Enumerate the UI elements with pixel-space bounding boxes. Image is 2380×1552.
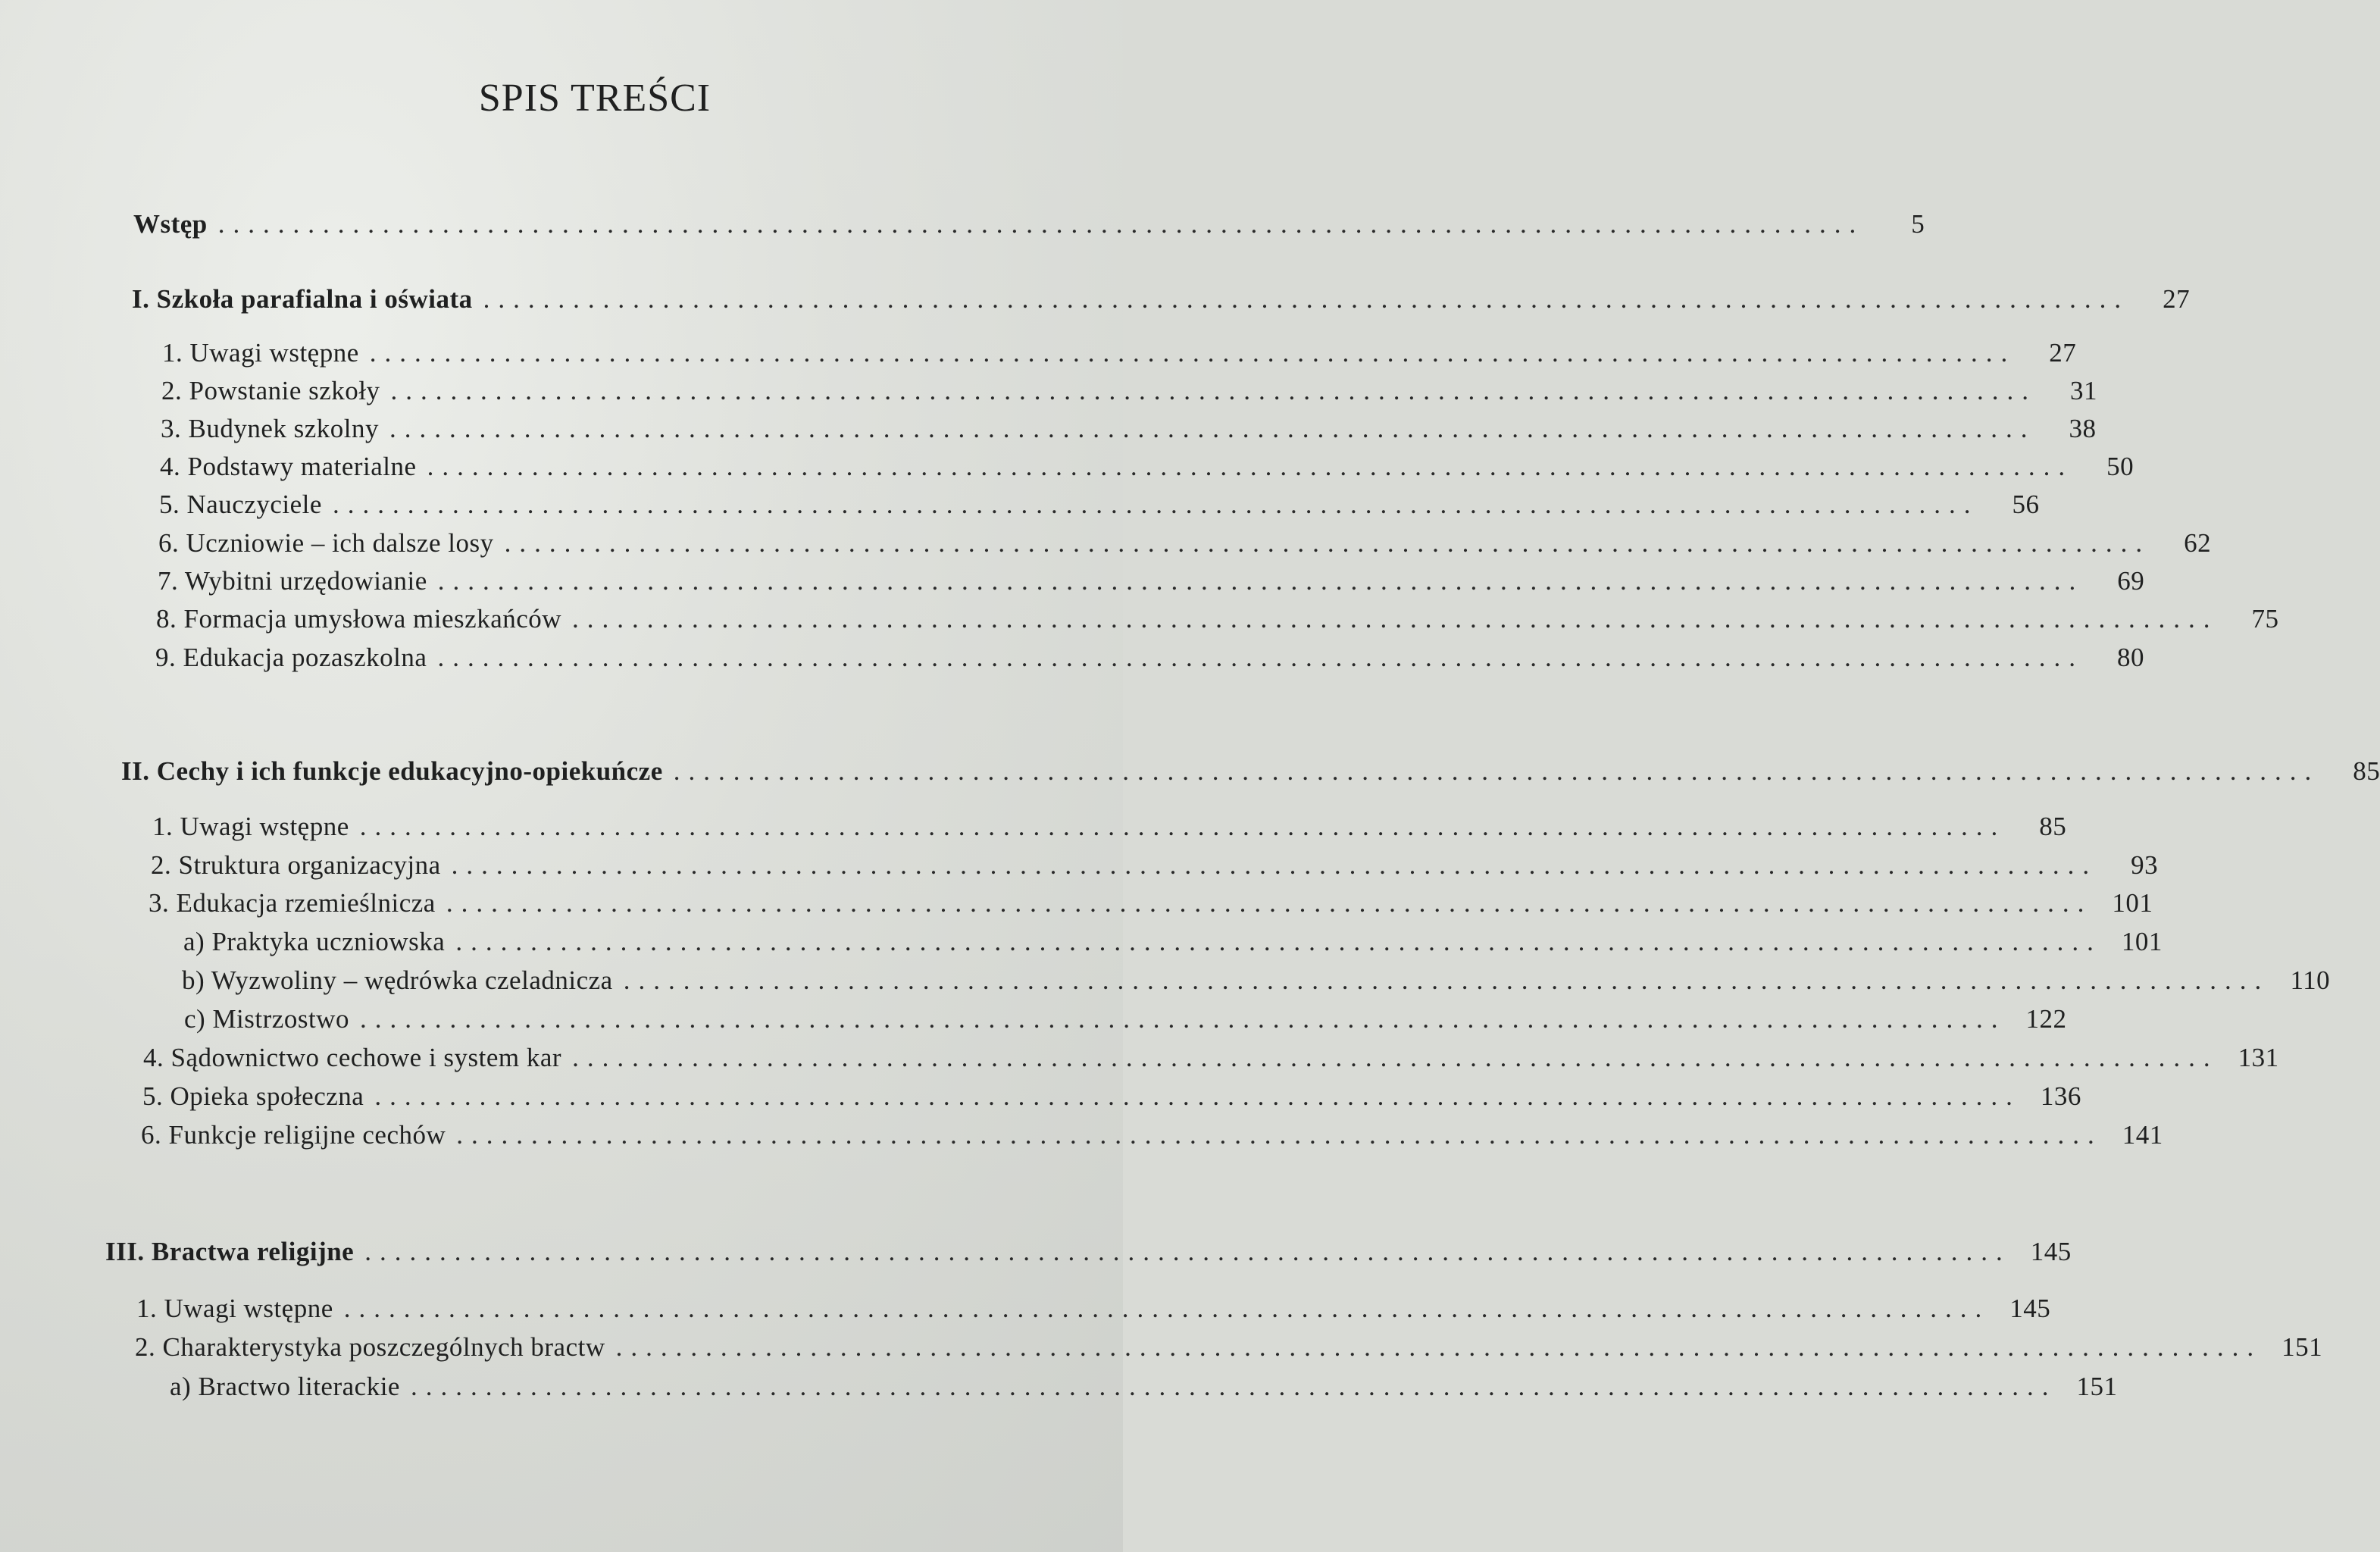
toc-entry-label: II. Cechy i ich funkcje edukacyjno-opiekuńcze bbox=[121, 756, 663, 786]
toc-entry bbox=[162, 338, 2077, 368]
toc-entry-label: I. Szkoła parafialna i oświata bbox=[132, 284, 473, 314]
toc-entry bbox=[161, 376, 2098, 406]
toc-entry-label: c) Mistrzostwo bbox=[184, 1004, 349, 1034]
toc-entry bbox=[143, 1043, 2279, 1073]
leader-dots: .............................................................................................................. bbox=[217, 209, 1865, 239]
leader-dots: .............................................................................................................. bbox=[359, 812, 2006, 841]
toc-entry bbox=[160, 452, 2134, 482]
leader-dots: .............................................................................................................. bbox=[456, 1120, 2103, 1150]
leader-dots: .............................................................................................................. bbox=[572, 1043, 2219, 1072]
toc-entry-page: 69 bbox=[2117, 566, 2145, 596]
toc-entry bbox=[149, 888, 2153, 918]
leader-dots: .............................................................................................................. bbox=[437, 643, 2084, 672]
toc-entry-label: 2. Powstanie szkoły bbox=[161, 376, 380, 405]
page-title: SPIS TREŚCI bbox=[478, 77, 711, 120]
toc-entry-label: 7. Wybitni urzędowianie bbox=[158, 566, 427, 596]
toc-entry-page: 56 bbox=[2012, 490, 2040, 519]
leader-dots: .............................................................................................................. bbox=[359, 1004, 2006, 1034]
leader-dots: .............................................................................................................. bbox=[390, 376, 2038, 405]
leader-dots: .............................................................................................................. bbox=[572, 604, 2219, 634]
toc-entry-label: 3. Edukacja rzemieślnicza bbox=[149, 888, 436, 918]
toc-entry-label: 8. Formacja umysłowa mieszkańców bbox=[156, 604, 562, 634]
toc-entry-page: 101 bbox=[2112, 888, 2153, 918]
toc-entry-page: 122 bbox=[2025, 1004, 2067, 1034]
leader-dots: .............................................................................................................. bbox=[451, 850, 2098, 880]
leader-dots: .............................................................................................................. bbox=[455, 927, 2102, 956]
toc-entry-label: 2. Charakterystyka poszczególnych bractw bbox=[135, 1332, 605, 1362]
toc-entry-page: 27 bbox=[2049, 338, 2077, 368]
toc-entry-introduction bbox=[133, 209, 1925, 239]
leader-dots: .............................................................................................................. bbox=[389, 414, 2036, 443]
toc-subentry bbox=[184, 1004, 2067, 1034]
toc-entry-page: 93 bbox=[2131, 850, 2159, 880]
toc-entry-page: 131 bbox=[2238, 1043, 2279, 1072]
toc-entry-label: 4. Sądownictwo cechowe i system kar bbox=[143, 1043, 562, 1072]
toc-entry-page: 136 bbox=[2040, 1081, 2081, 1111]
toc-entry bbox=[158, 528, 2212, 559]
toc-chapter-2 bbox=[121, 756, 2380, 787]
toc-entry bbox=[161, 414, 2097, 444]
leader-dots: .............................................................................................................. bbox=[374, 1081, 2021, 1111]
leader-dots: .............................................................................................................. bbox=[343, 1294, 1991, 1323]
leader-dots: .............................................................................................................. bbox=[623, 965, 2270, 995]
toc-chapter-1 bbox=[132, 284, 2191, 314]
leader-dots: .............................................................................................................. bbox=[427, 452, 2074, 481]
toc-entry bbox=[156, 604, 2279, 634]
toc-entry-page: 151 bbox=[2076, 1372, 2118, 1401]
toc-entry-label: 9. Edukacja pozaszkolna bbox=[155, 643, 427, 672]
toc-entry bbox=[155, 643, 2144, 673]
toc-entry-label: 1. Uwagi wstępne bbox=[136, 1294, 333, 1323]
toc-entry-label: 6. Uczniowie – ich dalsze losy bbox=[158, 528, 494, 558]
toc-entry bbox=[159, 490, 2040, 520]
toc-entry-label: a) Praktyka uczniowska bbox=[183, 927, 446, 956]
toc-entry-label: 5. Nauczyciele bbox=[159, 490, 322, 519]
toc-entry bbox=[142, 1081, 2081, 1112]
toc-entry bbox=[152, 812, 2067, 842]
leader-dots: .............................................................................................................. bbox=[437, 566, 2084, 596]
toc-entry bbox=[141, 1120, 2163, 1150]
toc-entry-page: 62 bbox=[2184, 528, 2212, 558]
toc-entry-label: a) Bractwo literackie bbox=[170, 1372, 400, 1401]
toc-entry-label: 2. Struktura organizacyjna bbox=[151, 850, 441, 880]
toc-entry-page: 27 bbox=[2163, 284, 2191, 314]
toc-entry-page: 110 bbox=[2290, 965, 2331, 995]
leader-dots: .............................................................................................................. bbox=[673, 756, 2320, 786]
toc-entry-page: 85 bbox=[2353, 756, 2380, 786]
leader-dots: .............................................................................................................. bbox=[369, 338, 2016, 368]
leader-dots: .............................................................................................................. bbox=[615, 1332, 2263, 1362]
leader-dots: .............................................................................................................. bbox=[364, 1237, 2011, 1266]
toc-entry-label: 5. Opieka społeczna bbox=[142, 1081, 364, 1111]
toc-entry-page: 50 bbox=[2106, 452, 2134, 481]
toc-entry-page: 80 bbox=[2116, 643, 2144, 672]
toc-entry-page: 101 bbox=[2121, 927, 2163, 956]
toc-entry-page: 75 bbox=[2251, 604, 2279, 634]
toc-subentry bbox=[182, 965, 2331, 996]
leader-dots: .............................................................................................................. bbox=[504, 528, 2151, 558]
toc-entry-label: b) Wyzwoliny – wędrówka czeladnicza bbox=[182, 965, 613, 995]
toc-entry-page: 145 bbox=[2009, 1294, 2051, 1323]
toc-entry-label: Wstęp bbox=[133, 209, 208, 239]
leader-dots: .............................................................................................................. bbox=[483, 284, 2130, 314]
toc-subentry bbox=[183, 927, 2163, 957]
toc-entry-label: 6. Funkcje religijne cechów bbox=[141, 1120, 446, 1150]
toc-subentry bbox=[170, 1372, 2118, 1402]
toc-entry-label: III. Bractwa religijne bbox=[105, 1237, 355, 1266]
leader-dots: .............................................................................................................. bbox=[332, 490, 1979, 519]
toc-entry-label: 4. Podstawy materialne bbox=[160, 452, 417, 481]
toc-entry bbox=[158, 566, 2145, 596]
toc-entry-page: 31 bbox=[2070, 376, 2098, 405]
toc-entry-page: 145 bbox=[2030, 1237, 2072, 1266]
leader-dots: .............................................................................................................. bbox=[410, 1372, 2057, 1401]
toc-entry bbox=[136, 1294, 2051, 1324]
toc-entry-label: 1. Uwagi wstępne bbox=[152, 812, 349, 841]
toc-entry-page: 151 bbox=[2281, 1332, 2323, 1362]
toc-entry bbox=[135, 1332, 2323, 1363]
toc-entry-page: 5 bbox=[1911, 209, 1925, 239]
leader-dots: .............................................................................................................. bbox=[446, 888, 2093, 918]
toc-entry-page: 85 bbox=[2039, 812, 2067, 841]
toc-entry-label: 1. Uwagi wstępne bbox=[162, 338, 359, 368]
toc-entry-label: 3. Budynek szkolny bbox=[161, 414, 380, 443]
toc-entry bbox=[151, 850, 2159, 881]
toc-entry-page: 38 bbox=[2069, 414, 2097, 443]
toc-chapter-3 bbox=[105, 1237, 2072, 1267]
toc-entry-page: 141 bbox=[2122, 1120, 2163, 1150]
